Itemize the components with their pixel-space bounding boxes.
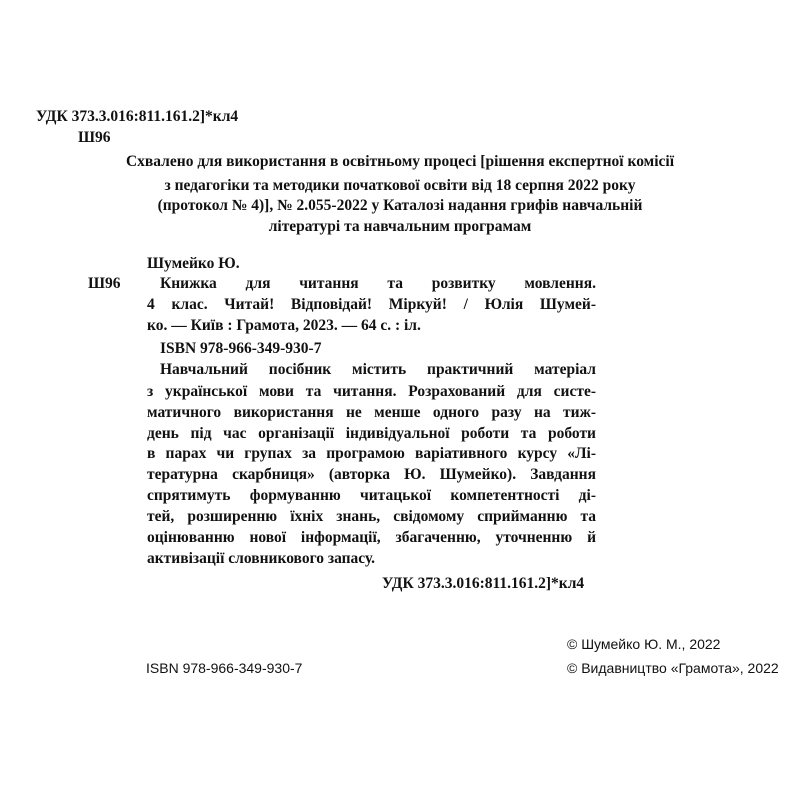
annotation-line-3: матичного використання не менше одного разу на тиж- (147, 404, 596, 421)
annotation-line-9: оцінюванню нової інформації, збагаченню, уточненню й (147, 529, 596, 546)
bbk-code: Ш96 (78, 129, 111, 146)
approval-line-4: літературі та навчальним програмам (268, 218, 532, 235)
annotation-line-4: день під час організації індивідуальної роботи та роботи (147, 425, 596, 442)
copyright-publisher: © Видавництво «Грамота», 2022 (567, 660, 779, 676)
author-name: Шумейко Ю. (147, 255, 240, 272)
biblio-code: Ш96 (88, 275, 121, 292)
biblio-line-2: 4 клас. Читай! Відповідай! Міркуй! / Юлія Шумей- (147, 296, 596, 313)
annotation-line-1: Навчальний посібник містить практичний матеріал (160, 361, 596, 378)
copyright-author: © Шумейко Ю. М., 2022 (567, 636, 721, 652)
biblio-isbn: ISBN 978-966-349-930-7 (160, 340, 322, 357)
footer-isbn: ISBN 978-966-349-930-7 (146, 660, 303, 676)
approval-line-2: з педагогіки та методики початкової освіти від 18 серпня 2022 року (164, 177, 636, 194)
biblio-line-1: Книжка для читання та розвитку мовлення. (160, 275, 596, 292)
approval-line-1: Схвалено для використання в освітньому процесі [рішення експертної комісії (125, 153, 675, 170)
annotation-line-5: в парах чи групах за програмою варіативного курсу «Лі- (147, 445, 596, 462)
annotation-udk: УДК 373.3.016:811.161.2]*кл4 (382, 575, 585, 592)
annotation-line-6: тературна скарбниця» (авторка Ю. Шумейко). Завдання (147, 466, 596, 483)
biblio-line-3: ко. — Київ : Грамота, 2023. — 64 с. : іл. (147, 317, 421, 334)
annotation-line-10: активізації словникового запасу. (147, 550, 376, 567)
annotation-line-7: спрятимуть формуванню читацької компетентності ді- (147, 487, 596, 504)
annotation-line-8: тей, розширенню їхніх знань, свідомому сприйманню та (147, 508, 596, 525)
approval-line-3: (протокол № 4)], № 2.055-2022 у Каталозі надання грифів навчальній (157, 197, 643, 214)
annotation-line-2: з української мови та читання. Розрахований для систе- (147, 383, 596, 400)
udk-header: УДК 373.3.016:811.161.2]*кл4 (36, 108, 239, 125)
